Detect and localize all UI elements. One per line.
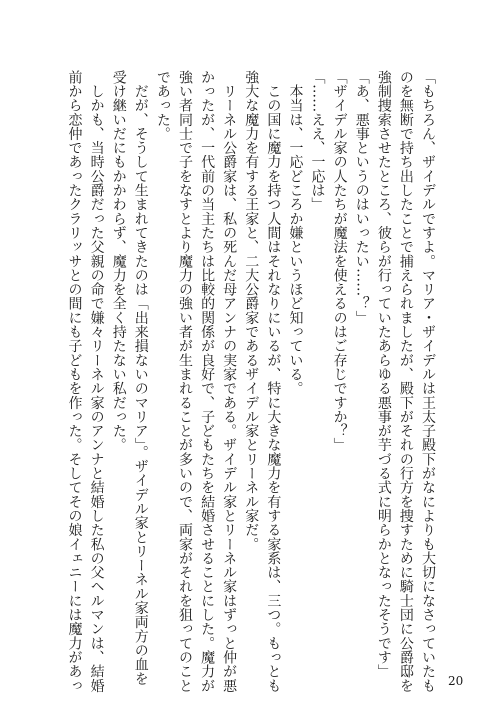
text-line: この国に魔力を持つ人間はそれなりにいるが、特に大きな魔力を有する家系は、三つ。もっとも [265, 70, 282, 693]
text-line: 「もちろん、ザイデルですよ。マリア・ザイデルは王太子殿下がなによりも大切になさっていたも [420, 70, 436, 693]
page-number: 20 [448, 674, 464, 688]
text-line: リーネル公爵家は、私の死んだ母アンナの実家である。ザイデル家とリーネル家はずっと仲が悪 [221, 70, 238, 693]
text-line: 本当は、一応どころか嫌というほど知っている。 [287, 70, 304, 396]
text-line: 「……ええ、一応は」 [309, 70, 326, 212]
text-line: 「あ、悪事というのはいったい……？」 [353, 70, 370, 325]
text-line: 「ザイデル家の人たちが魔法を使えるのはご存じですか？」 [331, 70, 348, 453]
text-line: であった。 [154, 70, 171, 141]
vertical-body-text [63, 70, 439, 693]
text-line: しかも、当時公爵だった父親の命で嫌々リーネル家のアンナと結婚した私の父ヘルマンは、結婚 [88, 70, 105, 693]
text-line: 強大な魔力を有する王家と、二大公爵家であるザイデル家とリーネル家だ。 [243, 70, 260, 552]
text-line: 強制捜索させたところ、彼らが行っていたあらゆる悪事が芋づる式に明らかとなったそうです」 [375, 70, 392, 679]
text-line: のを無断で持ち出したことで捕えられましたが、殿下がそれの行方を捜すために騎士団に公爵邸を [397, 70, 414, 693]
text-line: 前から恋仲であったクラリッサとの間にも子どもを作った。そしてその娘イェニーには魔力があっ [66, 70, 83, 693]
text-line: だが、そうして生まれてきたのは「出来損ないのマリア」。ザイデル家とリーネル家両方の血を [132, 70, 149, 686]
text-line: 受け継いだにもかかわらず、魔力を全く持たない私だった。 [110, 70, 127, 453]
text-line: 強い者同士で子をなすとより魔力の強い者が生まれることが多いので、両家がそれを狙ってのこと [176, 70, 193, 693]
text-line: かったが、一代前の当主たちは比較的関係が良好で、子どもたちを結婚させることにした。魔力が [199, 70, 216, 693]
